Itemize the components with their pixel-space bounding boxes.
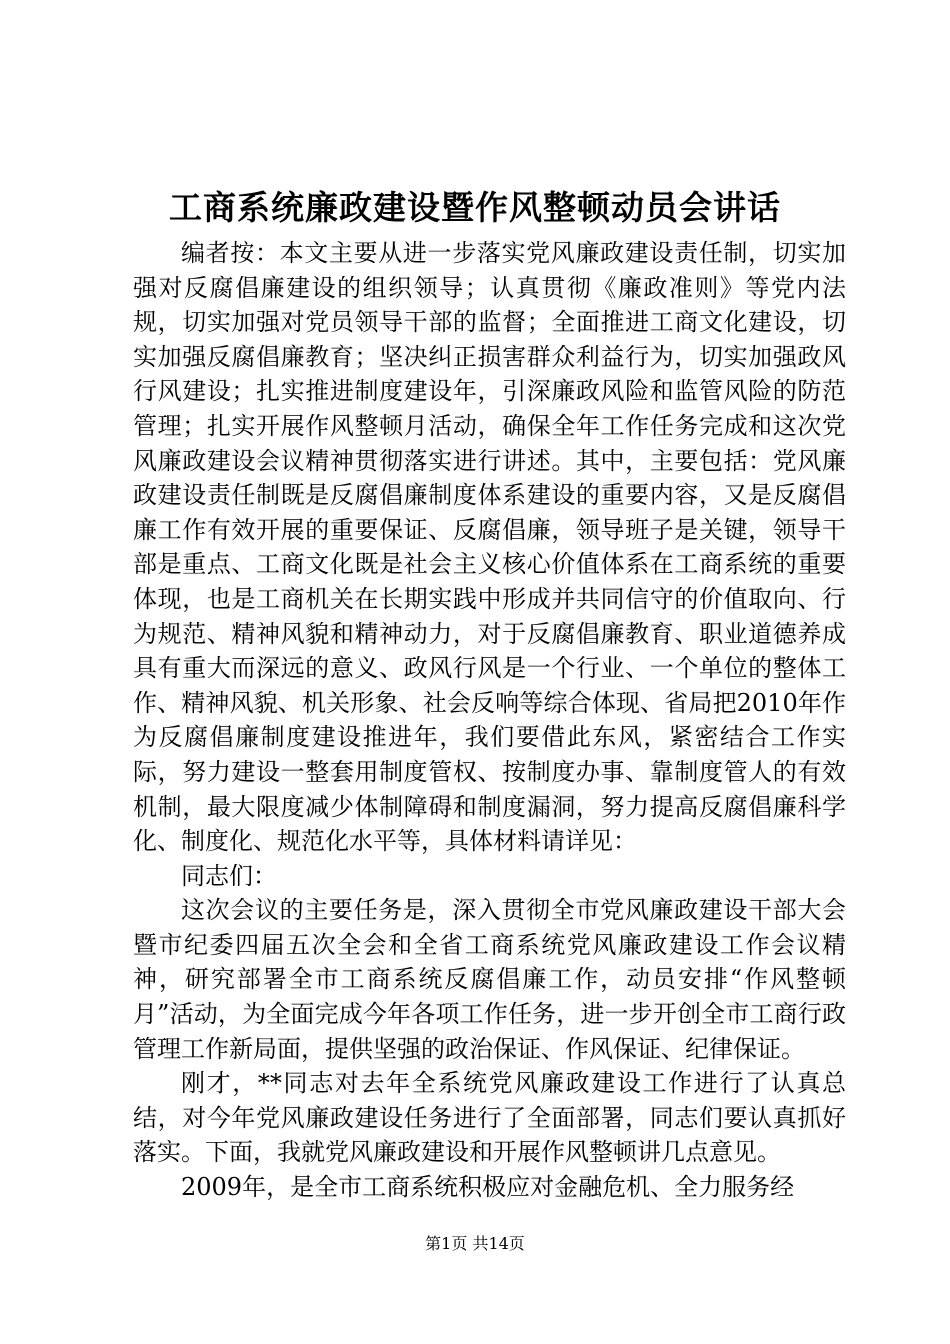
document-title: 工商系统廉政建设暨作风整顿动员会讲话 — [169, 188, 781, 227]
salutation-paragraph: 同志们： — [181, 861, 277, 890]
editor-note-paragraph: 编者按：本文主要从进一步落实党风廉政建设责任制，切实加强对反腐倡廉建设的组织领导；认真贯彻《廉政准则》等党内法规，切实加强对党员领导干部的监督；全面推进工商文化建设，切实加强反腐倡廉教育；坚决纠正损害群众利益行为，切实加强政风行风建设；扎实推进制度建设年，引深廉政风险和监管风险的防范管理；扎实开展作风整顿月活动，确保全年工作任务完成和这次党风廉政建设会议精神贯彻落实进行讲述。其中，主要包括：党风廉政建设责任制既是反腐倡廉制度体系建设的重要内容，又是反腐倡廉工作有效开展的重要保证、反腐倡廉，领导班子是关键，领导干部是重点、工商文化既是社会主义核心价值体系在工商系统的重要体现，也是工商机关在长期实践中形成并共同信守的价值取向、行为规范、精神风貌和精神动力，对于反腐倡廉教育、职业道德养成具有重大而深远的意义、政风行风是一个行业、一个单位的整体工作、精神风貌、机关形象、社会反响等综合体现、省局把2010年作为反腐倡廉制度建设推进年，我们要借此东风，紧密结合工作实际，努力建设一整套用制度管权、按制度办事、靠制度管人的有效机制，最大限度减少体制障碍和制度漏洞，努力提高反腐倡廉科学化、制度化、规范化水平等，具体材料请详见： — [133, 239, 846, 856]
body-paragraph: 2009年，是全市工商系统积极应对金融危机、全力服务经 — [181, 1173, 795, 1202]
page-footer: 第1页 共14页 — [425, 1234, 525, 1253]
document-body — [133, 236, 846, 1205]
body-paragraph: 这次会议的主要任务是，深入贯彻全市党风廉政建设干部大会暨市纪委四届五次全会和全省工商系统党风廉政建设工作会议精神，研究部署全市工商系统反腐倡廉工作，动员安排“作风整顿月”活动，为全面完成今年各项工作任务，进一步开创全市工商行政管理工作新局面，提供坚强的政治保证、作风保证、纪律保证。 — [133, 896, 846, 1063]
body-paragraph: 刚才，**同志对去年全系统党风廉政建设工作进行了认真总结，对今年党风廉政建设任务进行了全面部署，同志们要认真抓好落实。下面，我就党风廉政建设和开展作风整顿讲几点意见。 — [133, 1069, 846, 1167]
